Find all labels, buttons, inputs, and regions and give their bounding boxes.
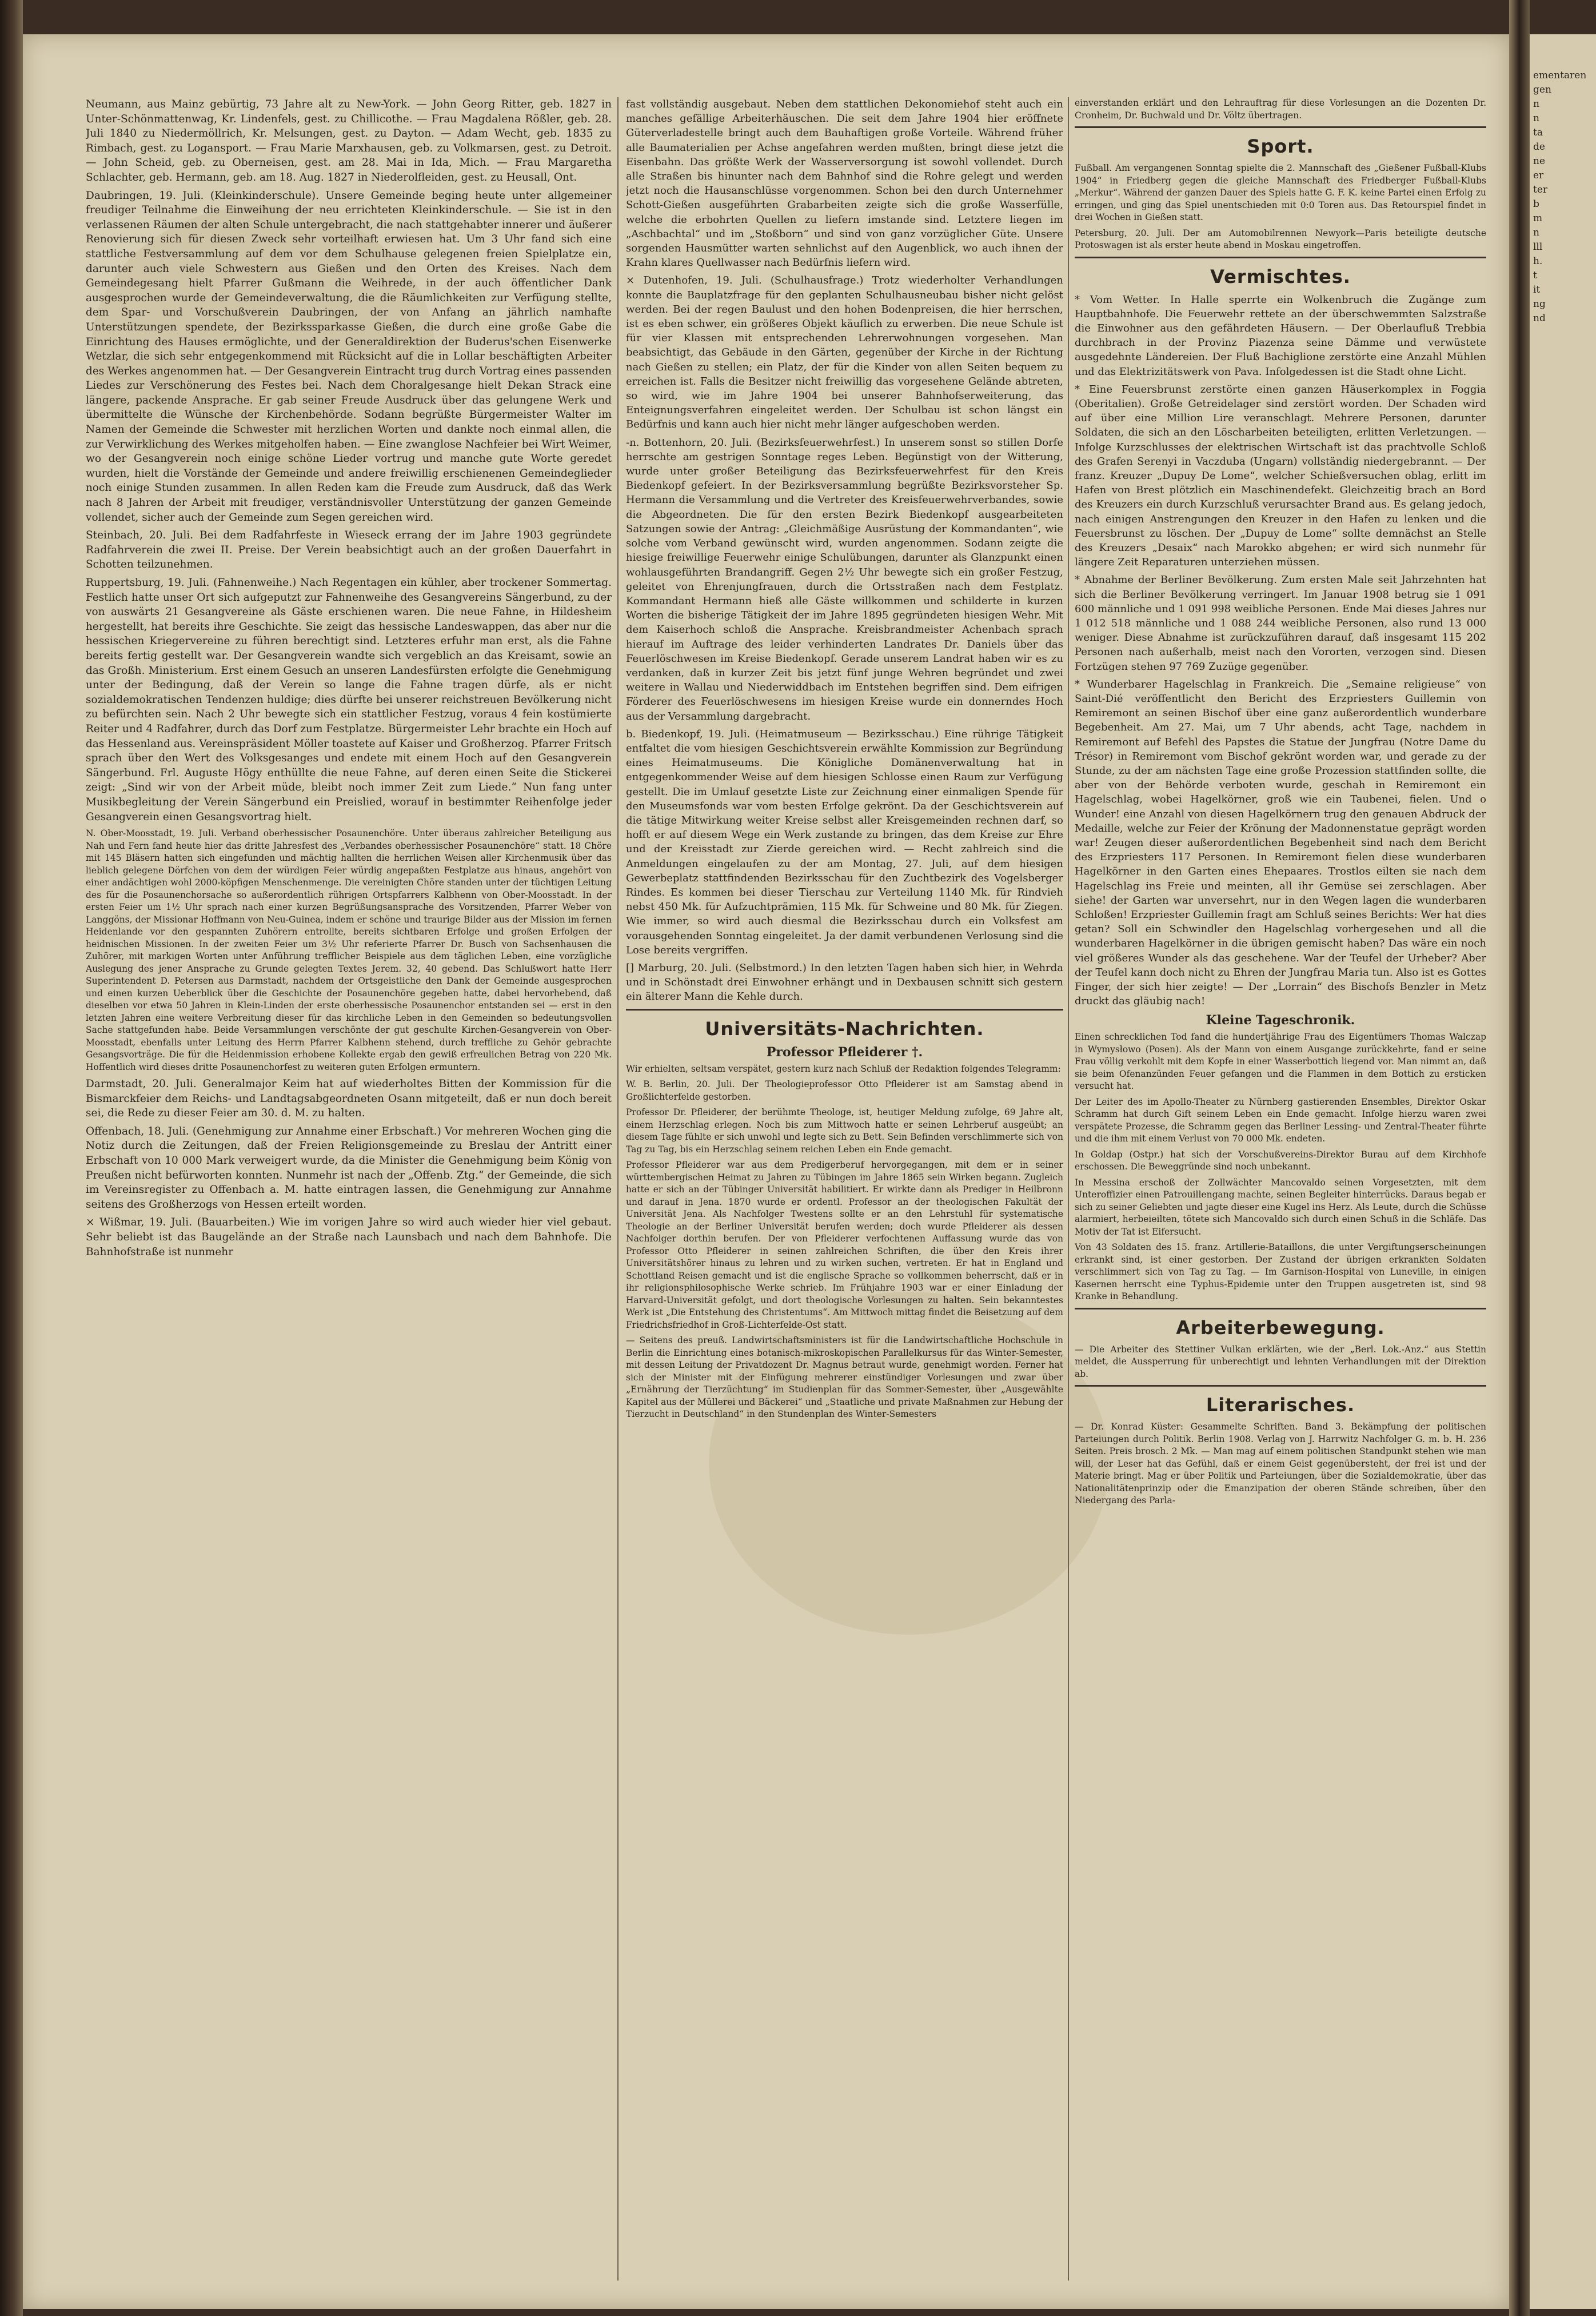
article-paragraph: × Dutenhofen, 19. Juli. (Schulhausfrage.) Trotz wiederholter Verhandlungen konnte die Bauplatzfrage für den geplanten Schulhausneubau bisher nicht gelöst werden. Bei der regen Baulust und den hohen Bodenpreisen, die hier herrschen, ist es eben schwer, ein größeres Objekt käuflich zu erwerben. Die neue Schule ist für vier Klassen mit entsprechenden Lehrerwohnungen vorgesehen. Man beabsichtigt, das Gebäude in den Gärten, gegenüber der Kirche in der Richtung nach Gießen zu stellen; ein Platz, der für die Kinder von allen Seiten bequem zu erreichen ist. Falls die Besitzer nicht freiwillig das vorgesehene Gelände abtreten, so wird, wie im Jahre 1904 bei unserer Bahnhofserweiterung, das Enteignungsverfahren eingeleitet werden. Der Schulbau ist schon längst ein Bedürfnis und kann auch hier nicht mehr länger aufgeschoben werden. bbox=[626, 274, 1063, 431]
article-paragraph: einverstanden erklärt und den Lehrauftrag für diese Vorlesungen an die Dozenten Dr. Cronheim, Dr. Buchwald und Dr. Völtz übertragen. bbox=[1075, 98, 1486, 121]
section-heading: Vermischtes. bbox=[1210, 265, 1351, 287]
next-page-fragment: n bbox=[1533, 113, 1539, 124]
next-page-fragment: b bbox=[1533, 198, 1539, 210]
column-3 bbox=[1075, 97, 1486, 2292]
scan-edge bbox=[0, 0, 23, 2316]
next-page-fragment: n bbox=[1533, 227, 1539, 238]
article-paragraph: * Abnahme der Berliner Bevölkerung. Zum ersten Male seit Jahrzehnten hat sich die Berliner Bevölkerung verringert. Im Januar 1908 betrug sie 1 091 600 männliche und 1 091 998 weibliche Personen. Ende Mai dieses Jahres nur 1 012 518 männliche und 1 088 244 weibliche Personen, also rund 13 000 weniger. Diese Abnahme ist zurückzuführen darauf, daß insgesamt 115 202 Personen nach außerhalb, meist nach den Vororten, verzogen sind. Diesen Fortzügen stehen 97 769 Zuzüge gegenüber. bbox=[1075, 574, 1486, 673]
next-page-fragment: m bbox=[1533, 213, 1543, 224]
book-gutter bbox=[1509, 0, 1530, 2316]
next-page-edge bbox=[1530, 34, 1596, 2309]
article-paragraph: b. Biedenkopf, 19. Juli. (Heimatmuseum — Bezirksschau.) Eine rührige Tätigkeit entfaltet die vom hiesigen Geschichtsverein erwählte Kommission zur Begründung eines Heimatmuseums. Die Königliche Domänenverwaltung hat in entgegenkommender Weise auf dem hiesigen Schlosse einen Raum zur Verfügung gestellt. Die im Umlauf gesetzte Liste zur Zeichnung einer einmaligen Spende für den Museumsfonds war vom besten Erfolge gekrönt. Da der Geschichtsverein auf die tätige Mitwirkung weiter Kreise selbst aller Kreisgemeinden rechnen darf, so hofft er auf diesem Wege ein Werk zustande zu bringen, das dem Kreise zur Ehre und der Kreisstadt zur Zierde gereichen wird. — Recht zahlreich sind die Anmeldungen eingelaufen zu der am Montag, 27. Juli, auf dem hiesigen Gewerbeplatz stattfindenden Bezirksschau für den Zuchtbezirk des Vogelsberger Rindes. Es kommen bei dieser Tierschau zur Verteilung 1140 Mk. für Rindvieh nebst 450 Mk. für Aufzuchtprämien, 115 Mk. für Schweine und 80 Mk. für Ziegen. Wie immer, so wird auch diesmal die Bezirksschau durch ein Volksfest am vorausgehenden Sonntag eingeleitet. Ja der damit verbundenen Verlosung sind die Lose bereits vergriffen. bbox=[626, 728, 1063, 956]
section-divider bbox=[1075, 1385, 1486, 1387]
article-paragraph: Einen schrecklichen Tod fand die hundertjährige Frau des Eigentümers Thomas Walczap in Wymysłowo (Posen). Als der Mann von einem Ausgange zurückkehrte, fand er seine Frau völlig verkohlt mit dem Kopfe in einer Wasserbottich liegend vor. Man nimmt an, daß sie beim Ofenanzünden Feuer gefangen und die Flammen in dem Bottich zu ersticken versucht hat. bbox=[1075, 1032, 1486, 1092]
article-paragraph: Fußball. Am vergangenen Sonntag spielte die 2. Mannschaft des „Gießener Fußball-Klubs 1904“ in Friedberg gegen die gleiche Mannschaft des Friedberger Fußball-Klubs „Merkur“. Während der ganzen Dauer des Spiels hatte G. F. K. keine Partei einen Erfolg zu erringen, und ging das Spiel unentschieden mit 0:0 Toren aus. Das Retourspiel findet in drei Wochen in Gießen statt. bbox=[1075, 163, 1486, 222]
article-paragraph: [] Marburg, 20. Juli. (Selbstmord.) In den letzten Tagen haben sich hier, in Wehrda und in Schönstadt drei Einwohner erhängt und in Dexbausen schnitt sich gestern ein älterer Mann die Kehle durch. bbox=[626, 961, 1063, 1003]
article-paragraph: N. Ober-Moosstadt, 19. Juli. Verband oberhessischer Posaunenchöre. Unter überaus zahlreicher Beteiligung aus Nah und Fern fand heute hier das dritte Jahresfest des „Verbandes oberhessischer Posaunenchöre“ statt. 18 Chöre mit 145 Bläsern hatten sich eingefunden und mächtig hallten die herrlichen Weisen aller Kirchenmusik über das lieblich gelegene Dörfchen von dem der würdigen Feier würdig angepaßten Festplatze aus hinaus, angehört von einer andächtigen wohl 2000-köpfigen Menschenmenge. Die vereinigten Chöre standen unter der tüchtigen Leitung des für die Posaunenchorsache so außerordentlich rührigen Ortspfarrers Kalbhenn von Ober-Moosstadt. In der ersten Feier um 1½ Uhr sprach nach einer kurzen Begrüßungsansprache des Vorsitzenden, Pfarrer Weber von Langgöns, der Missionar Hoffmann von Neu-Guinea, indem er schöne und traurige Bilder aus der Mission im fernen Heidenlande vor den gespannten Zuhörern entrollte, bereits sichtbaren Erfolge und großen Erfolgen der heidnischen Missionen. In der zweiten Feier um 3½ Uhr referierte Pfarrer Dr. Busch von Sachsenhausen die Zuhörer, mit markigen Worten unter Anführung trefflicher Beispiele aus dem täglichen Leben, eine vorzügliche Auslegung des jener Ansprache zu Grunde gelegten Textes Jerem. 32, 40 gebend. Das Schlußwort hatte Herr Superintendent D. Petersen aus Darmstadt, nachdem der Ortsgeistliche den Dank der Gemeinde ausgesprochen und einen kurzen Ueberblick über die Geschichte der Posaunenchöre gegeben hatte, dabei hervorhebend, daß dieselben vor etwa 50 Jahren in Klein-Linden der erste oberhessische Posaunenchor entstanden sei — erst in den letzten Jahren eine weitere Verbreitung dieser für das kirchliche Leben in den Gemeinden so bedeutungsvollen Sache stattgefunden habe. Beide Versammlungen verschönte der gut geschulte Kirchen-Gesangverein von Ober-Moosstadt, ebenfalls unter Leitung des Herrn Pfarrer Kalbhenn stehend, durch treffliche zu Gehör gebrachte Gesangsvorträge. Die für die Heidenmission erhobene Kollekte ergab den gewiß erfreulichen Betrag von 220 Mk. Hoffentlich wird dieses dritte Posaunenchorfest zu weiteren guten Erfolgen ermuntern. bbox=[86, 828, 612, 1072]
article-paragraph: * Vom Wetter. In Halle sperrte ein Wolkenbruch die Zugänge zum Hauptbahnhofe. Die Feuerwehr rettete an der überschwemmten Salzstraße die Einwohner aus den gefährdeten Häusern. — Der Oberlaufluß Trebbia durchbrach in der Provinz Piazenza seine Dämme und verwüstete ausgedehnte Ländereien. Der Fluß Bachiglione zerstörte eine Anzahl Mühlen und das Elektrizitätswerk von Pava. Infolgedessen ist die Stadt ohne Licht. bbox=[1075, 293, 1486, 378]
section-heading: Sport. bbox=[1247, 135, 1314, 157]
next-page-fragment: t bbox=[1533, 270, 1537, 281]
article-paragraph: — Seitens des preuß. Landwirtschaftsministers ist für die Landwirtschaftliche Hochschule in Berlin die Einrichtung eines botanisch-mikroskopischen Parallelkursus für das Winter-Semester, mit dessen Leitung der Privatdozent Dr. Magnus betraut wurde, genehmigt worden. Ferner hat sich der Minister mit der Einfügung mehrerer einstündiger Vorlesungen und zwar über „Ernährung der Tierzüchtung“ im Studienplan für das Sommer-Semester, über „Ausgewählte Kapitel aus der Müllerei und Bäckerei“ und „Staatliche und private Maßnahmen zur Hebung der Tierzucht in Deutschland“ in den Stundenplan des Winter-Semesters bbox=[626, 1335, 1063, 1420]
next-page-fragment: it bbox=[1533, 284, 1541, 296]
next-page-fragment: n bbox=[1533, 98, 1539, 110]
column-rule bbox=[617, 97, 619, 2281]
article-paragraph: Wir erhielten, seltsam verspätet, gestern kurz nach Schluß der Redaktion folgendes Telegramm: bbox=[626, 1063, 1061, 1074]
next-page-fragment: h. bbox=[1533, 255, 1543, 267]
section-divider bbox=[626, 1009, 1063, 1011]
next-page-fragment: nd bbox=[1533, 313, 1546, 324]
article-paragraph: In Messina erschoß der Zollwächter Mancovaldo seinen Vorgesetzten, mit dem Unteroffizier einen Patrouillengang machte, seinen Begleiter hinterrücks. Daraus begab er sich zu seiner Geliebten und jagte dieser eine Kugel ins Herz. Als Leute, durch die Schüsse alarmiert, herbeieilten, tötete sich Mancovaldo sich durch einen Schuß in die Schläfe. Das Motiv der Tat ist Eifersucht. bbox=[1075, 1177, 1486, 1237]
article-paragraph: In Goldap (Ostpr.) hat sich der Vorschußvereins-Direktor Burau auf dem Kirchhofe erschossen. Die Beweggründe sind noch unbekannt. bbox=[1075, 1149, 1486, 1172]
section-divider bbox=[1075, 1308, 1486, 1309]
article-paragraph: Neumann, aus Mainz gebürtig, 73 Jahre alt zu New-York. — John Georg Ritter, geb. 1827 in Unter-Schönmattenwag, Kr. Lindenfels, gest. zu Chillicothe. — Frau Magdalena Rößler, geb. 28. Juli 1840 zu Niedermöllrich, Kr. Melsungen, gest. zu Dayton. — Adam Wecht, geb. 1835 zu Rimbach, gest. zu Logansport. — Frau Marie Marxhausen, geb. zu Volkmarsen, gest. zu Detroit. — John Scheid, geb. zu Oberneisen, gest. am 28. Mai in Ida, Mich. — Frau Margaretha Schlachter, geb. Hermann, geb. am 18. Aug. 1827 in Niederolfleiden, gest. zu Heusall, Ont. bbox=[86, 98, 612, 183]
article-paragraph: * Wunderbarer Hagelschlag in Frankreich. Die „Semaine religieuse“ von Saint-Dié veröffentlicht den Bericht des Erzpriesters Guillemin von Remiremont an seinen Bischof über eine ganz außerordentlich wunderbare Begebenheit. Am 27. Mai, um 7 Uhr abends, acht Tage, nachdem in Remiremont auf Befehl des Papstes die Statue der Jungfrau (Notre Dame du Trésor) in Remiremont vom Bischof gekrönt worden war, und gerade zu der Stunde, zu der am nächsten Tage eine große Prozession stattfinden sollte, die aber von der Behörde verboten wurde, geschah in Remiremont ein Hagelschlag, wobei Hagelkörner, groß wie ein Taubenei, fielen. Und o Wunder! eine Anzahl von diesen Hagelkörnern trug den genauen Abdruck der Medaille, welche zur Feier der Krönung der Madonnenstatue geprägt worden war! Zeugen dieser außerordentlichen Begebenheit sind nach dem Bericht des Erzpriesters 117 Personen. In Remiremont fielen diese wunderbaren Hagelkörner in den Garten eines Ehepaares. Trostlos eilten sie nach dem Hagelschlag ins Freie und meinten, all ihr Gemüse sei zerschlagen. Aber siehe! der Garten war unversehrt, nur in den Wegen lagen die wunderbaren Schloßen! Erzpriester Guillemin fragt am Schluß seines Berichts: Wer hat dies getan? Soll ein Schwindler den Hagelschlag vorhergesehen und all die wunderbaren Hagelkörner in die übrigen gemischt haben? Das wäre ein noch viel größeres Wunder als das geschehene. War der Teufel der Urheber? Aber der Teufel kann doch nicht zu Ehren der Jungfrau Maria tun. Also ist es Gottes Finger, der sich hier zeigte! — Der „Lorrain“ des Bischofs Benzler in Metz druckt das gläubig nach! bbox=[1075, 678, 1486, 1008]
section-heading: Universitäts-Nachrichten. bbox=[705, 1017, 984, 1040]
article-paragraph: — Dr. Konrad Küster: Gesammelte Schriften. Band 3. Bekämpfung der politischen Parteiungen durch Politik. Berlin 1908. Verlag von J. Harrwitz Nachfolger G. m. b. H. 236 Seiten. Preis brosch. 2 Mk. — Man mag auf einem politischen Standpunkt stehen wie man will, der Leser hat das Gefühl, daß er einem Geist gegenübersteht, der frei ist und der Materie bringt. Mag er über Politik und Parteiungen, über die Sozialdemokratie, über das Nationalitätenprinzip oder die Emanzipation der oberen Stände schreiben, über den Niedergang des Parla- bbox=[1075, 1421, 1486, 1506]
article-paragraph: × Wißmar, 19. Juli. (Bauarbeiten.) Wie im vorigen Jahre so wird auch wieder hier viel gebaut. Sehr beliebt ist das Baugelände an der Straße nach Launsbach und nach dem Bahnhofe. Die Bahnhofstraße ist nunmehr bbox=[86, 1216, 612, 1258]
section-divider bbox=[1075, 126, 1486, 128]
article-paragraph: W. B. Berlin, 20. Juli. Der Theologieprofessor Otto Pfleiderer ist am Samstag abend in Großlichterfelde gestorben. bbox=[626, 1079, 1063, 1102]
article-paragraph: Daubringen, 19. Juli. (Kleinkinderschule). Unsere Gemeinde beging heute unter allgemeiner freudiger Teilnahme die Einweihung der neu errichteten Kleinkinderschule. — Sie ist in den verlassenen Räumen der alten Schule untergebracht, die nach stattgehabter innerer und äußerer Renovierung sich für diesen Zweck sehr vorteilhaft erwiesen hat. Um 3 Uhr fand sich eine stattliche Festversammlung auf dem vor dem Schulhause gelegenen freien Spielplatze ein, darunter auch viele Schwestern aus Gießen und den Orten des Kreises. Nach dem Gemeindegesang hielt Pfarrer Gußmann die Weihrede, in der auch öffentlicher Dank ausgesprochen wurde der Gemeindeverwaltung, die die Räumlichkeiten zur Verfügung stellte, dem Spar- und Vorschußverein Daubringen, der von Anfang an jährlich namhafte Unterstützungen spendete, der Bezirkssparkasse Gießen, die durch eine große Gabe die Einrichtung des Hauses ermöglichte, und der Generaldirektion der Buderus'schen Eisenwerke Wetzlar, die sich sehr entgegenkommend mit Rücksicht auf die in Lollar beschäftigten Arbeiter des Werkes angenommen hat. — Der Gesangverein Eintracht trug durch Vortrag eines passenden Liedes zur Verschönerung des Festes bei. Nach dem Choralgesange hielt Dekan Strack eine längere, packende Ansprache. Er gab seiner Freude Ausdruck über das gelungene Werk und übermittelte die Wünsche der Kirchenbehörde. Sodann begrüßte Bürgermeister Walter im Namen der Gemeinde die Schwester mit herzlichen Worten und dankte noch einmal allen, die zur Verwirklichung des Werkes mitgeholfen haben. — Eine zwanglose Nachfeier bei Wirt Weimer, wo der Gesangverein noch einige schöne Lieder vortrug und manche gute Worte geredet wurden, hielt die Vorstände der Gemeinde und andere freiwillig erschienenen Gemeindeglieder noch einige Stunden zusammen. In allen Reden kam die Freude zum Ausdruck, daß das Werk nach 8 Jahren der Arbeit mit freudiger, verständnisvoller Unterstützung der ganzen Gemeinde vollendet, sicher auch der Gemeinde zum Segen gereichen wird. bbox=[86, 189, 612, 524]
article-paragraph: Steinbach, 20. Juli. Bei dem Radfahrfeste in Wieseck errang der im Jahre 1903 gegründete Radfahrverein die zwei II. Preise. Der Verein beabsichtigt auch an der großen Dauerfahrt in Schotten teilzunehmen. bbox=[86, 529, 612, 571]
article-paragraph: -n. Bottenhorn, 20. Juli. (Bezirksfeuerwehrfest.) In unserem sonst so stillen Dorfe herrschte am gestrigen Sonntage reges Leben. Begünstigt von der Witterung, wurde unter großer Beteiligung das Bezirksfeuerwehrfest für den Kreis Biedenkopf gefeiert. In der Bezirksversammlung begrüßte Bezirksvorsteher Sp. Hermann die Versammlung und die Vertreter des Kreisfeuerwehrverbandes, sowie die Abgeordneten. Die für den ersten Bezirk Biedenkopf ausgearbeiteten Satzungen sowie der Antrag: „Gleichmäßige Ausrüstung der Kommandanten“, wie solche vom Verband gewünscht wird, wurden angenommen. Sodann zeigte die hiesige freiwillige Feuerwehr einige Schulübungen, darunter als Glanzpunkt einen wohlausgeführten Brandangriff. Gegen 2½ Uhr bewegte sich ein großer Festzug, geleitet von Ehrenjungfrauen, durch die Ortsstraßen nach dem Festplatz. Kommandant Hermann hieß alle Gäste willkommen und schilderte in kurzen Worten die bisherige Tätigkeit der im Jahre 1895 gegründeten hiesigen Wehr. Mit dem Kaiserhoch schloß die Ansprache. Kreisbrandmeister Achenbach sprach hierauf im Auftrage des leider verhinderten Landrates Dr. Daniels über das Feuerlöschwesen im Kreise Biedenkopf. Gerade unserem Landrat haben wir es zu verdanken, daß in kurzer Zeit bis jetzt fünf junge Wehren begründet und zwei weitere in Wallau und Niederwiddbach im Entstehen begriffen sind. Dem eifrigen Förderer des Feuerlöschwesens im hiesigen Kreise wurde ein donnerndes Hoch aus der Versammlung dargebracht. bbox=[626, 436, 1063, 722]
article-paragraph: Petersburg, 20. Juli. Der am Automobilrennen Newyork—Paris beteiligte deutsche Protoswagen ist als erster heute abend in Moskau eingetroffen. bbox=[1075, 227, 1486, 250]
column-rule bbox=[1068, 97, 1069, 2281]
next-page-fragment: ter bbox=[1533, 184, 1548, 195]
section-divider bbox=[1075, 257, 1486, 258]
next-page-fragment: ta bbox=[1533, 127, 1543, 138]
article-paragraph: Professor Pfleiderer war aus dem Predigerberuf hervorgegangen, mit dem er in seiner württembergischen Heimat zu Jahren zu Tübingen im Jahre 1865 sein Wirken begann. Zugleich hatte er sich an der Tübinger Universität habilitiert. Er wirkte dann als Prediger in Heilbronn und darauf in Jena. 1870 wurde er ordentl. Professor an der theologischen Fakultät der Universität Jena. Als Nachfolger Twestens sollte er an den Lehrstuhl für systematische Theologie an der Berliner Universität berufen werden; doch wurde Pfleiderer als dessen Nachfolger dorthin berufen. Der von Pfleiderer verfochtenen Auffassung wurde das von Professor Otto Pfleiderer in seinen zahlreichen Schriften, die über den Kreis ihrer Universitätshörer hinaus zu lehren und zu wirken suchen, vertreten. Er hat in England und Schottland Reisen gemacht und ist die englische Sprache so vollkommen beherrscht, daß er in ihr religionsphilosophische Werke schrieb. Im Frühjahre 1903 war er einer Einladung der Harvard-Universität gefolgt, und dort theologische Vorlesungen zu halten. Sein bekanntestes Werk ist „Die Entstehung des Christentums“. Am Mittwoch mittag findet die Beisetzung auf dem Friedrichsfriedhof in Groß-Lichterfelde-Ost statt. bbox=[626, 1160, 1063, 1330]
next-page-fragment: ng bbox=[1533, 298, 1546, 310]
section-heading: Literarisches. bbox=[1206, 1394, 1355, 1416]
section-subheading: Kleine Tageschronik. bbox=[1206, 1013, 1355, 1028]
article-paragraph: — Die Arbeiter des Stettiner Vulkan erklärten, wie der „Berl. Lok.-Anz.“ aus Stettin meldet, die Aussperrung für unberechtigt und lehnten Verhandlungen mit der Direktion ab. bbox=[1075, 1344, 1486, 1379]
next-page-fragment: gen bbox=[1533, 84, 1551, 95]
article-paragraph: Der Leiter des im Apollo-Theater zu Nürnberg gastierenden Ensembles, Direktor Oskar Schramm hat durch Gift seinem Leben ein Ende gemacht. Infolge hierzu waren zwei verspätete Prozesse, die Schramm gegen das Berliner Lessing- und Zentral-Theater führte und die ihm mit einem Verlust von 70 000 Mk. endeten. bbox=[1075, 1096, 1486, 1144]
next-page-fragment: de bbox=[1533, 141, 1545, 153]
article-paragraph: Offenbach, 18. Juli. (Genehmigung zur Annahme einer Erbschaft.) Vor mehreren Wochen ging die Notiz durch die Zeitungen, daß der Freien Religionsgemeinde zu Breslau der Antritt einer Erbschaft von 10 000 Mark verweigert wurde, da die Minister die Genehmigung beim König von Preußen nicht befürworten konnten. Nunmehr ist nach der „Offenb. Ztg.“ der Gemeinde, die sich im Vereinsregister zu Offenbach a. M. hatte eintragen lassen, die Genehmigung zur Annahme seitens des Großherzogs von Hessen erteilt worden. bbox=[86, 1125, 612, 1211]
article-paragraph: Darmstadt, 20. Juli. Generalmajor Keim hat auf wiederholtes Bitten der Kommission für die Bismarckfeier dem Reichs- und Landtagsabgeordneten Osann mitgeteilt, daß er nun doch bereit sei, die Rede zu dieser Feier am 30. d. M. zu halten. bbox=[86, 1078, 612, 1120]
section-subheading: Professor Pfleiderer †. bbox=[766, 1044, 923, 1060]
next-page-fragment: ementaren bbox=[1533, 70, 1587, 81]
next-page-fragment: er bbox=[1533, 170, 1544, 181]
column-1 bbox=[86, 97, 612, 2292]
article-paragraph: Professor Dr. Pfleiderer, der berühmte Theologe, ist, heutiger Meldung zufolge, 69 Jahre alt, einem Herzschlag erlegen. Noch bis zum Mittwoch hatte er seinen Lehrberuf ausgeübt; an diesem Tage fühlte er sich unwohl und legte sich zu Bett. Sein Befinden verschlimmerte sich von Tag zu Tag, bis ein Herzschlag seinem reichen Leben ein Ende gemacht. bbox=[626, 1107, 1063, 1155]
article-paragraph: * Eine Feuersbrunst zerstörte einen ganzen Häuserkomplex in Foggia (Oberitalien). Große Getreidelager sind zerstört worden. Der Schaden wird auf über eine Million Lire veranschlagt. Mehrere Personen, darunter Soldaten, die sich an den Löscharbeiten beteiligten, erlitten Verletzungen. — Infolge Kurzschlusses der elektrischen Wirtschaft ist das prachtvolle Schloß des Grafen Serenyi in Vaczduba (Ungarn) vollständig niedergebrannt. — Der franz. Kreuzer „Dupuy De Lome“, welcher Schießversuchen oblag, erlitt im Hafen von Brest plötzlich ein Maschinendefekt. Gleichzeitig brach an Bord des Kreuzers ein durch Kurzschluß verursachter Brand aus. Es gelang jedoch, nach einigen Anstrengungen den Kreuzer in den Hafen zu lenken und die Feuersbrunst zu löschen. Der „Dupuy de Lome“ sollte demnächst an Stelle des Kreuzers „Desaix“ nach Marokko abgehen; er wird sich nunmehr für längere Zeit Reparaturen unterziehen müssen. bbox=[1075, 383, 1486, 569]
newspaper-page bbox=[23, 34, 1509, 2309]
column-2 bbox=[626, 97, 1063, 2292]
article-paragraph: fast vollständig ausgebaut. Neben dem stattlichen Dekonomiehof steht auch ein manches gefällige Arbeiterhäuschen. Die seit dem Jahre 1904 hier eröffnete Güterverladestelle bringt auch dem Bauhaftigen große Vorteile. Während früher alle Baumaterialien per Achse angefahren werden mußten, bringt diese jetzt die Eisenbahn. Das größte Werk der Wasserversorgung ist sowohl vollendet. Durch alle Straßen bis hinunter nach dem Bahnhof sind die Rohre gelegt und werden jetzt noch die Hausanschlüsse vorgenommen. Schon bei den durch Unternehmer Schott-Gießen ausgeführten Grabarbeiten zeigte sich die große Wasserfülle, welche die erbohrten Quellen zu liefern imstande sind. Letztere liegen im „Aschbachtal“ und im „Stoßborn“ und sind von ganz vorzüglicher Güte. Unsere sorgenden Hausmütter warten sehnlichst auf den Augenblick, wo auch ihnen der Krahn klares Quellwasser nach Bedürfnis liefern wird. bbox=[626, 98, 1063, 269]
section-heading: Arbeiterbewegung. bbox=[1176, 1316, 1385, 1339]
article-paragraph: Von 43 Soldaten des 15. franz. Artillerie-Bataillons, die unter Vergiftungserscheinungen erkrankt sind, ist einer gestorben. Der Zustand der übrigen erkrankten Soldaten verschlimmert sich von Tag zu Tag. — Im Garnison-Hospital von Luneville, in einigen Kasernen herrscht eine Typhus-Epidemie unter den Truppen ausgetreten ist, sind 98 Kranke in Behandlung. bbox=[1075, 1242, 1486, 1302]
article-paragraph: Ruppertsburg, 19. Juli. (Fahnenweihe.) Nach Regentagen ein kühler, aber trockener Sommertag. Festlich hatte unser Ort sich aufgeputzt zur Fahnenweihe des Gesangvereins Sängerbund, zu der von auswärts 21 Gesangvereine als Gäste erschienen waren. Die neue Fahne, in Hildesheim hergestellt, hat bereits ihre Geschichte. Sie zeigt das hessische Landeswappen, das aber nur die hessischen Kriegervereine zu führen berechtigt sind. Letzteres erfuhr man erst, als die Fahne bereits fertig gestellt war. Der Gesangverein wandte sich vergeblich an das Kreisamt, sowie an das Großh. Ministerium. Erst einem Gesuch an unseren Landesfürsten erfolgte die Genehmigung unter der Bedingung, daß der Verein so lange die Fahne tragen dürfe, als er nicht sozialdemokratischen Tendenzen huldige; dies dürfte bei unserer reichstreuen Bevölkerung nicht zu befürchten sein. Nach 2 Uhr bewegte sich ein stattlicher Festzug, voraus 4 fein kostümierte Reiter und 4 Radfahrer, durch das Dorf zum Festplatze. Bürgermeister Lehr brachte ein Hoch auf das Hessenland aus. Vereinspräsident Möller toastete auf Kaiser und Großherzog. Pfarrer Fritsch sprach über den Wert des Volksgesanges und endete mit einem Hoch auf den Gesangverein Sängerbund. Frl. Auguste Högy enthüllte die neue Fahne, auf deren einen Seite die Stickerei zeigt: „Sind wir von der Arbeit müde, bleibt noch immer Zeit zum Liede.“ Nun fang unter Musikbegleitung der Verein Sängerbund ein Preislied, worauf in bestimmter Reihenfolge jeder Gesangverein einen Gesangsvortrag hielt. bbox=[86, 577, 612, 823]
next-page-fragment: lll bbox=[1533, 241, 1543, 253]
next-page-fragment: ne bbox=[1533, 155, 1546, 167]
